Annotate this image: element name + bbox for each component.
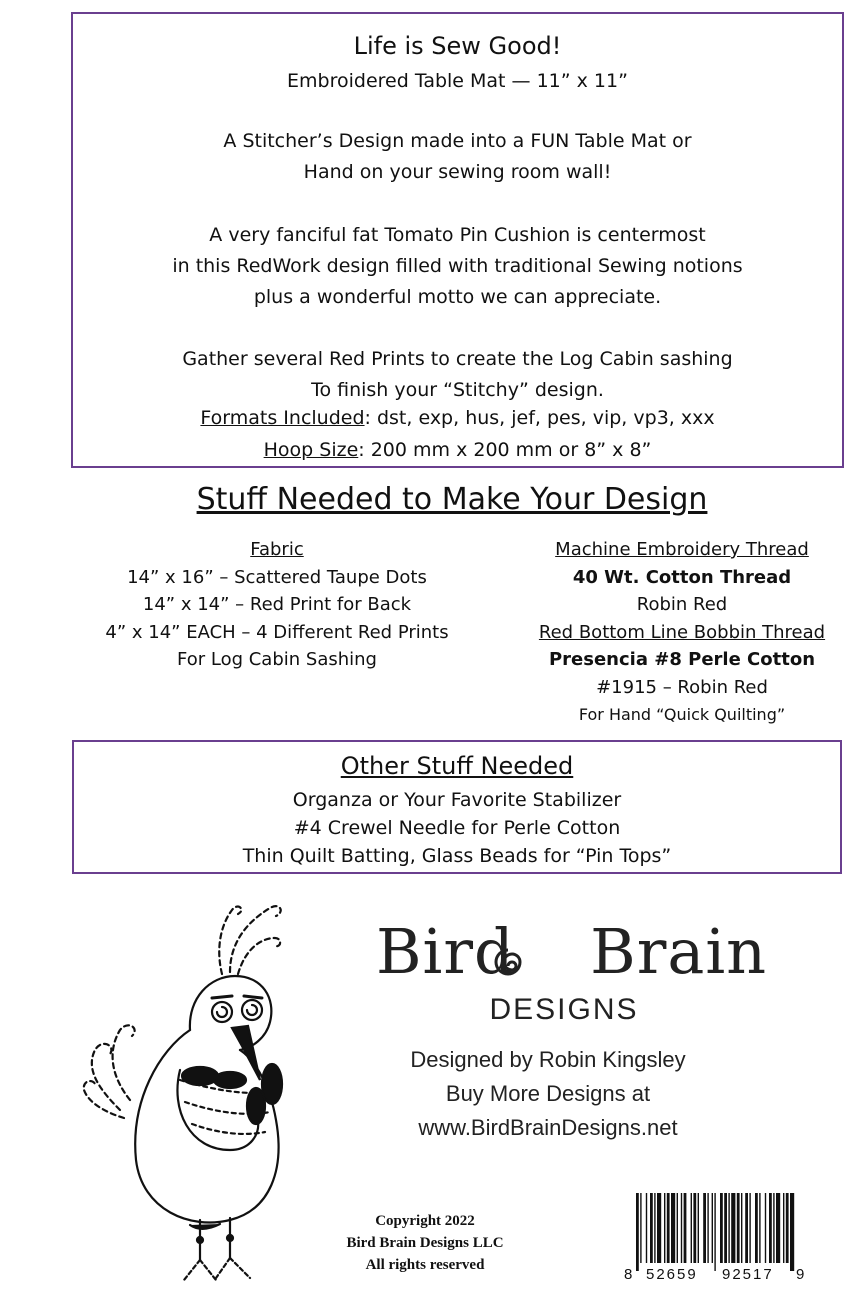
barcode-bar: [759, 1193, 760, 1263]
logo-word-right: Brain: [590, 915, 768, 988]
other-stuff-item: Thin Quilt Batting, Glass Beads for “Pin Tops”: [242, 845, 672, 867]
bobbin-type: Presencia #8 Perle Cotton: [548, 649, 816, 670]
logo-swirl-icon: [492, 946, 532, 986]
barcode-bar: [724, 1193, 727, 1263]
tail-swirl-icon: [84, 1025, 135, 1118]
eye-icon: [212, 996, 262, 1022]
barcode-bar: [728, 1193, 729, 1263]
barcode-bar: [773, 1193, 774, 1263]
barcode-bar: [693, 1193, 696, 1263]
barcode-bar: [703, 1193, 706, 1263]
fabric-column: [55, 536, 499, 674]
barcode-bar: [786, 1193, 789, 1263]
thread-heading: Machine Embroidery Thread: [555, 539, 809, 560]
fabric-item: 14” x 14” – Red Print for Back: [142, 594, 412, 615]
barcode-bar: [681, 1193, 682, 1263]
other-stuff-heading: Other Stuff Needed: [340, 752, 574, 780]
bobbin-heading: Red Bottom Line Bobbin Thread: [538, 621, 826, 643]
barcode-bar: [776, 1193, 780, 1263]
intro-box: [71, 12, 844, 468]
barcode-bar: [657, 1193, 661, 1263]
barcode-bar: [712, 1193, 713, 1263]
barcode-bars: [636, 1193, 794, 1271]
leg-icon: [184, 1218, 250, 1280]
credits-block: [370, 1043, 726, 1145]
bobbin-color: #1915 – Robin Red: [596, 676, 768, 698]
intro-paragraph-1: A Stitcher’s Design made into a FUN Table Mat or Hand on your sewing room wall!: [223, 130, 692, 183]
other-stuff-list: [74, 786, 840, 870]
other-stuff-item: #4 Crewel Needle for Perle Cotton: [293, 817, 621, 839]
website-link[interactable]: www.BirdBrainDesigns.net: [418, 1115, 678, 1140]
barcode-bar: [646, 1193, 647, 1263]
barcode-bar: [677, 1193, 678, 1263]
barcode-bar: [691, 1193, 692, 1263]
barcode-bar: [650, 1193, 653, 1263]
barcode-bar: [707, 1193, 708, 1263]
barcode: [622, 1193, 808, 1283]
hoop-value: : 200 mm x 200 mm or 8” x 8”: [358, 439, 652, 461]
fabric-heading: Fabric: [250, 539, 304, 560]
intro-paragraph-2: A very fanciful fat Tomato Pin Cushion is centermost in this RedWork design filled with traditional Sewing notions plus a wonderful motto we can appreciate.: [172, 224, 743, 308]
designer-credit: Designed by Robin Kingsley: [410, 1047, 686, 1072]
fabric-item: For Log Cabin Sashing: [177, 649, 377, 670]
barcode-bar: [741, 1193, 742, 1263]
thread-color: Robin Red: [636, 594, 728, 615]
barcode-digit-first: 8: [624, 1266, 633, 1283]
barcode-bar: [720, 1193, 723, 1263]
stuff-needed-heading: Stuff Needed to Make Your Design: [196, 482, 708, 517]
barcode-group-2: 92517: [722, 1266, 774, 1283]
barcode-bar: [654, 1193, 655, 1263]
logo-word-left: Bird: [376, 915, 515, 988]
pattern-subtitle: Embroidered Table Mat — 11” x 11”: [287, 70, 628, 92]
barcode-bar: [640, 1193, 641, 1263]
hoop-label: Hoop Size: [263, 439, 359, 461]
barcode-digit-last: 9: [796, 1266, 805, 1283]
brand-logo: [376, 915, 768, 995]
intro-paragraph-3: Gather several Red Prints to create the Log Cabin sashing To finish your “Stitchy” design.: [182, 348, 733, 401]
copyright-block: [318, 1210, 532, 1276]
thread-type: 40 Wt. Cotton Thread: [572, 566, 792, 588]
barcode-bar: [790, 1193, 794, 1271]
bird-head-icon: [190, 976, 272, 1050]
formats-line: [73, 404, 842, 432]
bird-body-icon: [135, 1030, 278, 1223]
formats-value: : dst, exp, hus, jef, pes, vip, vp3, xxx: [364, 407, 715, 429]
barcode-bar: [731, 1193, 735, 1263]
barcode-bar: [667, 1193, 670, 1263]
hoop-line: [73, 436, 842, 464]
barcode-bar: [783, 1193, 784, 1263]
barcode-group-1: 52659: [646, 1266, 698, 1283]
copyright-line: Bird Brain Designs LLC: [346, 1235, 504, 1251]
other-stuff-box: [72, 740, 842, 874]
barcode-bar: [765, 1193, 766, 1263]
thread-column: [512, 536, 852, 729]
fabric-item: 14” x 16” – Scattered Taupe Dots: [127, 566, 427, 588]
buy-more-text: Buy More Designs at: [445, 1081, 651, 1106]
barcode-bar: [769, 1193, 772, 1263]
barcode-bar: [745, 1193, 748, 1263]
formats-label: Formats Included: [200, 407, 365, 429]
fabric-item: 4” x 14” EACH – 4 Different Red Prints: [105, 621, 449, 643]
wing-icon: [177, 1064, 282, 1150]
bird-illustration: [80, 880, 290, 1290]
barcode-bar: [698, 1193, 699, 1263]
barcode-bar: [755, 1193, 758, 1263]
barcode-bar: [737, 1193, 740, 1263]
copyright-line: All rights reserved: [365, 1257, 485, 1273]
logo-subtitle: DESIGNS: [489, 993, 639, 1026]
bobbin-note: For Hand “Quick Quilting”: [578, 705, 786, 724]
barcode-bar: [714, 1193, 715, 1271]
other-stuff-item: Organza or Your Favorite Stabilizer: [292, 789, 622, 811]
plume-swirl-icon: [219, 906, 280, 974]
barcode-bar: [636, 1193, 639, 1271]
barcode-bar: [749, 1193, 750, 1263]
barcode-bar: [664, 1193, 665, 1263]
barcode-bar: [684, 1193, 687, 1263]
copyright-line: Copyright 2022: [375, 1213, 475, 1229]
pattern-title: Life is Sew Good!: [353, 32, 562, 60]
barcode-bar: [671, 1193, 675, 1263]
